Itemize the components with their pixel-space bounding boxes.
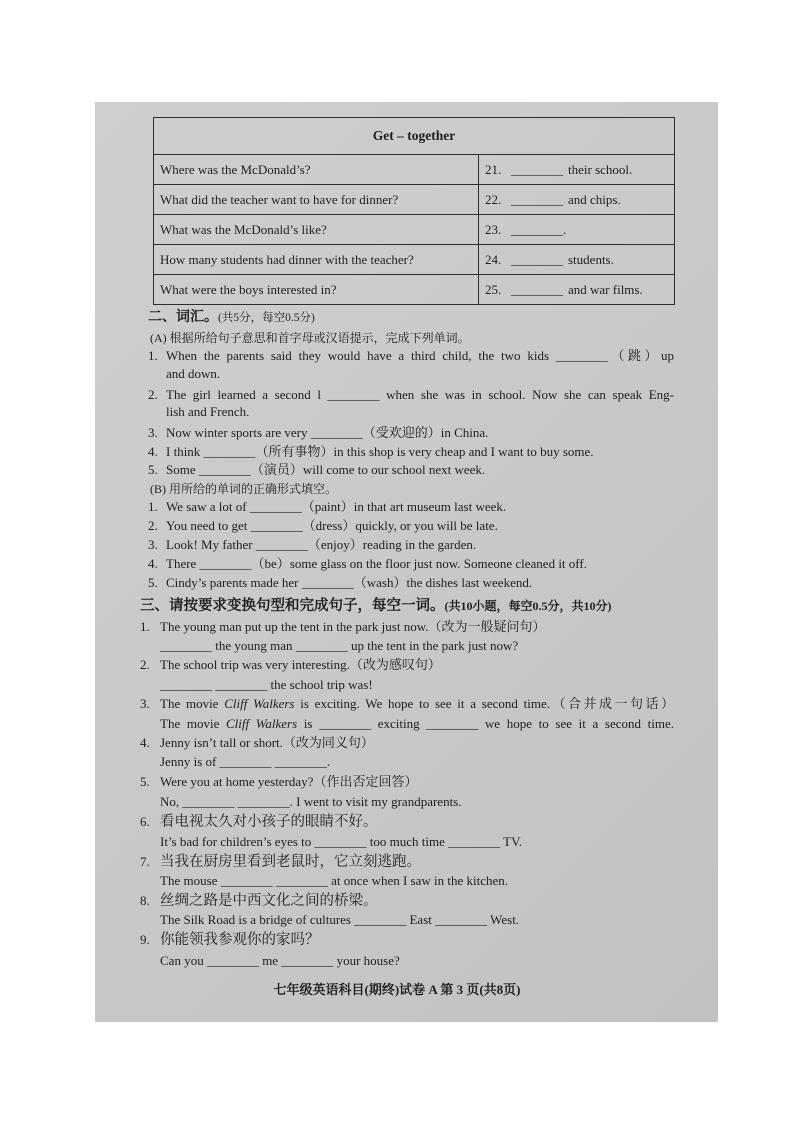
- item-number: 4.: [140, 735, 150, 750]
- item-number: 4.: [148, 556, 158, 571]
- sentence-item-5-answer: [160, 793, 674, 811]
- item-answer: ________ ________ the school trip was!: [160, 677, 373, 692]
- answer-suffix: and chips.: [568, 191, 621, 207]
- item-number: 2.: [148, 387, 158, 402]
- item-answer: The Silk Road is a bridge of cultures ________ East ________ West.: [160, 912, 520, 927]
- vocab-a-item-3: [148, 424, 674, 442]
- item-number: 7.: [140, 854, 150, 869]
- item-text: The girl learned a second l ________ when she was in school. Now she can speak Eng-: [166, 387, 674, 402]
- item-number: 5.: [148, 575, 158, 590]
- answer-blank: ________: [511, 221, 563, 237]
- item-number: 8.: [140, 893, 150, 908]
- item-answer: Jenny is of ________ ________.: [160, 754, 331, 769]
- item-prompt: 看电视太久对小孩子的眼睛不好。: [160, 814, 378, 830]
- table-question: What did the teacher want to have for dinner?: [154, 185, 479, 215]
- item-prompt: 丝绸之路是中西文化之间的桥梁。: [160, 893, 378, 909]
- answer-number: 22.: [485, 191, 502, 207]
- answer-blank: ________: [511, 281, 563, 297]
- table-row: [154, 245, 675, 275]
- sentence-item-7-prompt: [140, 853, 674, 871]
- sentence-item-1-answer: [160, 637, 674, 655]
- answer-suffix: students.: [568, 251, 614, 267]
- vocab-section-title: [148, 309, 315, 327]
- vocab-b-item-5: [148, 574, 674, 592]
- prompt-text: The movie: [160, 696, 225, 711]
- item-prompt: 当我在厨房里看到老鼠时，它立刻逃跑。: [160, 854, 421, 870]
- vocab-a-item-4: [148, 443, 674, 461]
- vocab-a-item-1-continued: [166, 365, 674, 383]
- item-number: 5.: [140, 774, 150, 789]
- table-question: What were the boys interested in?: [154, 275, 479, 305]
- item-text: Cindy’s parents made her ________（wash）the dishes last weekend.: [166, 575, 533, 590]
- vocab-a-item-2-continued: [166, 403, 674, 421]
- sentence-item-8-prompt: [140, 892, 674, 910]
- vocab-a-item-1: [148, 347, 674, 365]
- item-prompt: Jenny isn’t tall or short.（改为同义句）: [160, 735, 374, 750]
- answer-number: 21.: [485, 161, 502, 177]
- answer-blank: ________: [511, 161, 563, 177]
- section-score: (共10小题，每空0.5分，共10分): [444, 599, 612, 613]
- item-text: Now winter sports are very ________（受欢迎的）in China.: [166, 425, 489, 440]
- table-question: Where was the McDonald’s?: [154, 155, 479, 185]
- item-answer: [160, 715, 674, 733]
- table-answer: [479, 245, 675, 275]
- answer-number: 25.: [485, 281, 502, 297]
- vocab-b-item-4: [148, 555, 674, 573]
- sentence-item-5-prompt: [140, 773, 674, 791]
- item-number: 3.: [148, 425, 158, 440]
- section-score: (共5分，每空0.5分): [218, 312, 315, 324]
- item-answer: It’s bad for children’s eyes to ________ too much time ________ TV.: [160, 834, 523, 849]
- item-prompt: The school trip was very interesting.（改为感叹句）: [160, 657, 441, 672]
- item-text: and down.: [166, 366, 221, 381]
- table-answer: [479, 185, 675, 215]
- item-number: 1.: [148, 499, 158, 514]
- sentence-item-2-prompt: [140, 656, 674, 674]
- vocab-b-item-1: [148, 498, 674, 516]
- table-header-row: [154, 118, 675, 155]
- item-text: Look! My father ________（enjoy）reading in the garden.: [166, 537, 477, 552]
- movie-title: Cliff Walkers: [226, 716, 298, 731]
- item-number: 4.: [148, 444, 158, 459]
- item-number: 2.: [148, 518, 158, 533]
- answer-suffix: and war films.: [568, 281, 643, 297]
- item-text: You need to get ________（dress）quickly, or you will be late.: [166, 518, 498, 533]
- answer-text: is ________ exciting ________ we hope to see it a second time.: [297, 716, 674, 731]
- item-answer: No, ________ ________. I went to visit my grandparents.: [160, 794, 462, 809]
- item-prompt: 你能领我参观你的家吗？: [160, 932, 320, 948]
- table-answer: [479, 215, 675, 245]
- item-number: 5.: [148, 462, 158, 477]
- item-text: Some ________（演员）will come to our school next week.: [166, 462, 486, 477]
- answer-blank: ________: [511, 251, 563, 267]
- section-heading: 三、请按要求变换句型和完成句子，每空一词。: [140, 598, 445, 614]
- section-heading: 二、词汇。: [148, 310, 218, 325]
- item-text: There ________（be）some glass on the floor just now. Someone cleaned it off.: [166, 556, 587, 571]
- table-header: Get – together: [154, 118, 675, 155]
- item-number: 1.: [148, 348, 158, 363]
- table-row: [154, 155, 675, 185]
- prompt-text: is exciting. We hope to see it a second time.（合并成一句话）: [294, 696, 674, 711]
- table-row: [154, 275, 675, 305]
- vocab-b-item-3: [148, 536, 674, 554]
- item-prompt: Were you at home yesterday?（作出否定回答）: [160, 774, 418, 789]
- item-number: 3.: [148, 537, 158, 552]
- item-number: 3.: [140, 696, 150, 711]
- sentence-item-8-answer: [160, 911, 674, 929]
- table-row: [154, 215, 675, 245]
- item-text: lish and French.: [166, 404, 250, 419]
- item-prompt: [160, 695, 674, 713]
- item-number: 9.: [140, 932, 150, 947]
- sentence-item-4-prompt: [140, 734, 674, 752]
- item-answer: ________ the young man ________ up the tent in the park just now?: [160, 638, 519, 653]
- item-text: We saw a lot of ________（paint）in that art museum last week.: [166, 499, 507, 514]
- item-text: I think ________（所有事物）in this shop is very cheap and I want to buy some.: [166, 444, 594, 459]
- get-together-table: [153, 117, 675, 305]
- sentence-item-9-prompt: [140, 931, 674, 949]
- vocab-part-b-instruction: (B) 用所给的单词的正确形式填空。: [150, 482, 337, 496]
- answer-number: 24.: [485, 251, 502, 267]
- sentence-item-4-answer: [160, 753, 674, 771]
- item-answer: Can you ________ me ________ your house?: [160, 953, 400, 968]
- answer-text: The movie: [160, 716, 226, 731]
- item-number: 6.: [140, 814, 150, 829]
- table-answer: [479, 155, 675, 185]
- table-question: How many students had dinner with the teacher?: [154, 245, 479, 275]
- item-text: When the parents said they would have a third child, the two kids ________（跳）up: [166, 348, 674, 363]
- table-answer: [479, 275, 675, 305]
- vocab-a-item-5: [148, 461, 674, 479]
- item-answer: The mouse ________ ________ at once when I saw in the kitchen.: [160, 873, 509, 888]
- sentence-item-1-prompt: [140, 618, 674, 636]
- answer-number: 23.: [485, 221, 502, 237]
- sentences-section-title: [140, 597, 612, 615]
- table-question: What was the McDonald’s like?: [154, 215, 479, 245]
- sentence-item-3-answer: [160, 715, 674, 733]
- sentence-item-2-answer: [160, 676, 674, 694]
- sentence-item-7-answer: [160, 872, 674, 890]
- item-number: 2.: [140, 657, 150, 672]
- sentence-item-3-prompt: [140, 695, 674, 713]
- vocab-part-a-instruction: (A) 根据所给句子意思和首字母或汉语提示，完成下列单词。: [150, 331, 470, 345]
- vocab-a-item-2: [148, 386, 674, 404]
- item-number: 1.: [140, 619, 150, 634]
- page-footer: 七年级英语科目(期终)试卷 A 第 3 页(共8页): [273, 982, 521, 997]
- answer-suffix: their school.: [568, 161, 633, 177]
- sentence-item-6-prompt: [140, 813, 674, 831]
- vocab-b-item-2: [148, 517, 674, 535]
- answer-suffix: .: [563, 221, 567, 237]
- item-prompt: The young man put up the tent in the park just now.（改为一般疑问句）: [160, 619, 546, 634]
- movie-title: Cliff Walkers: [224, 696, 295, 711]
- table-row: [154, 185, 675, 215]
- sentence-item-9-answer: [160, 952, 674, 970]
- sentence-item-6-answer: [160, 833, 674, 851]
- answer-blank: ________: [511, 191, 563, 207]
